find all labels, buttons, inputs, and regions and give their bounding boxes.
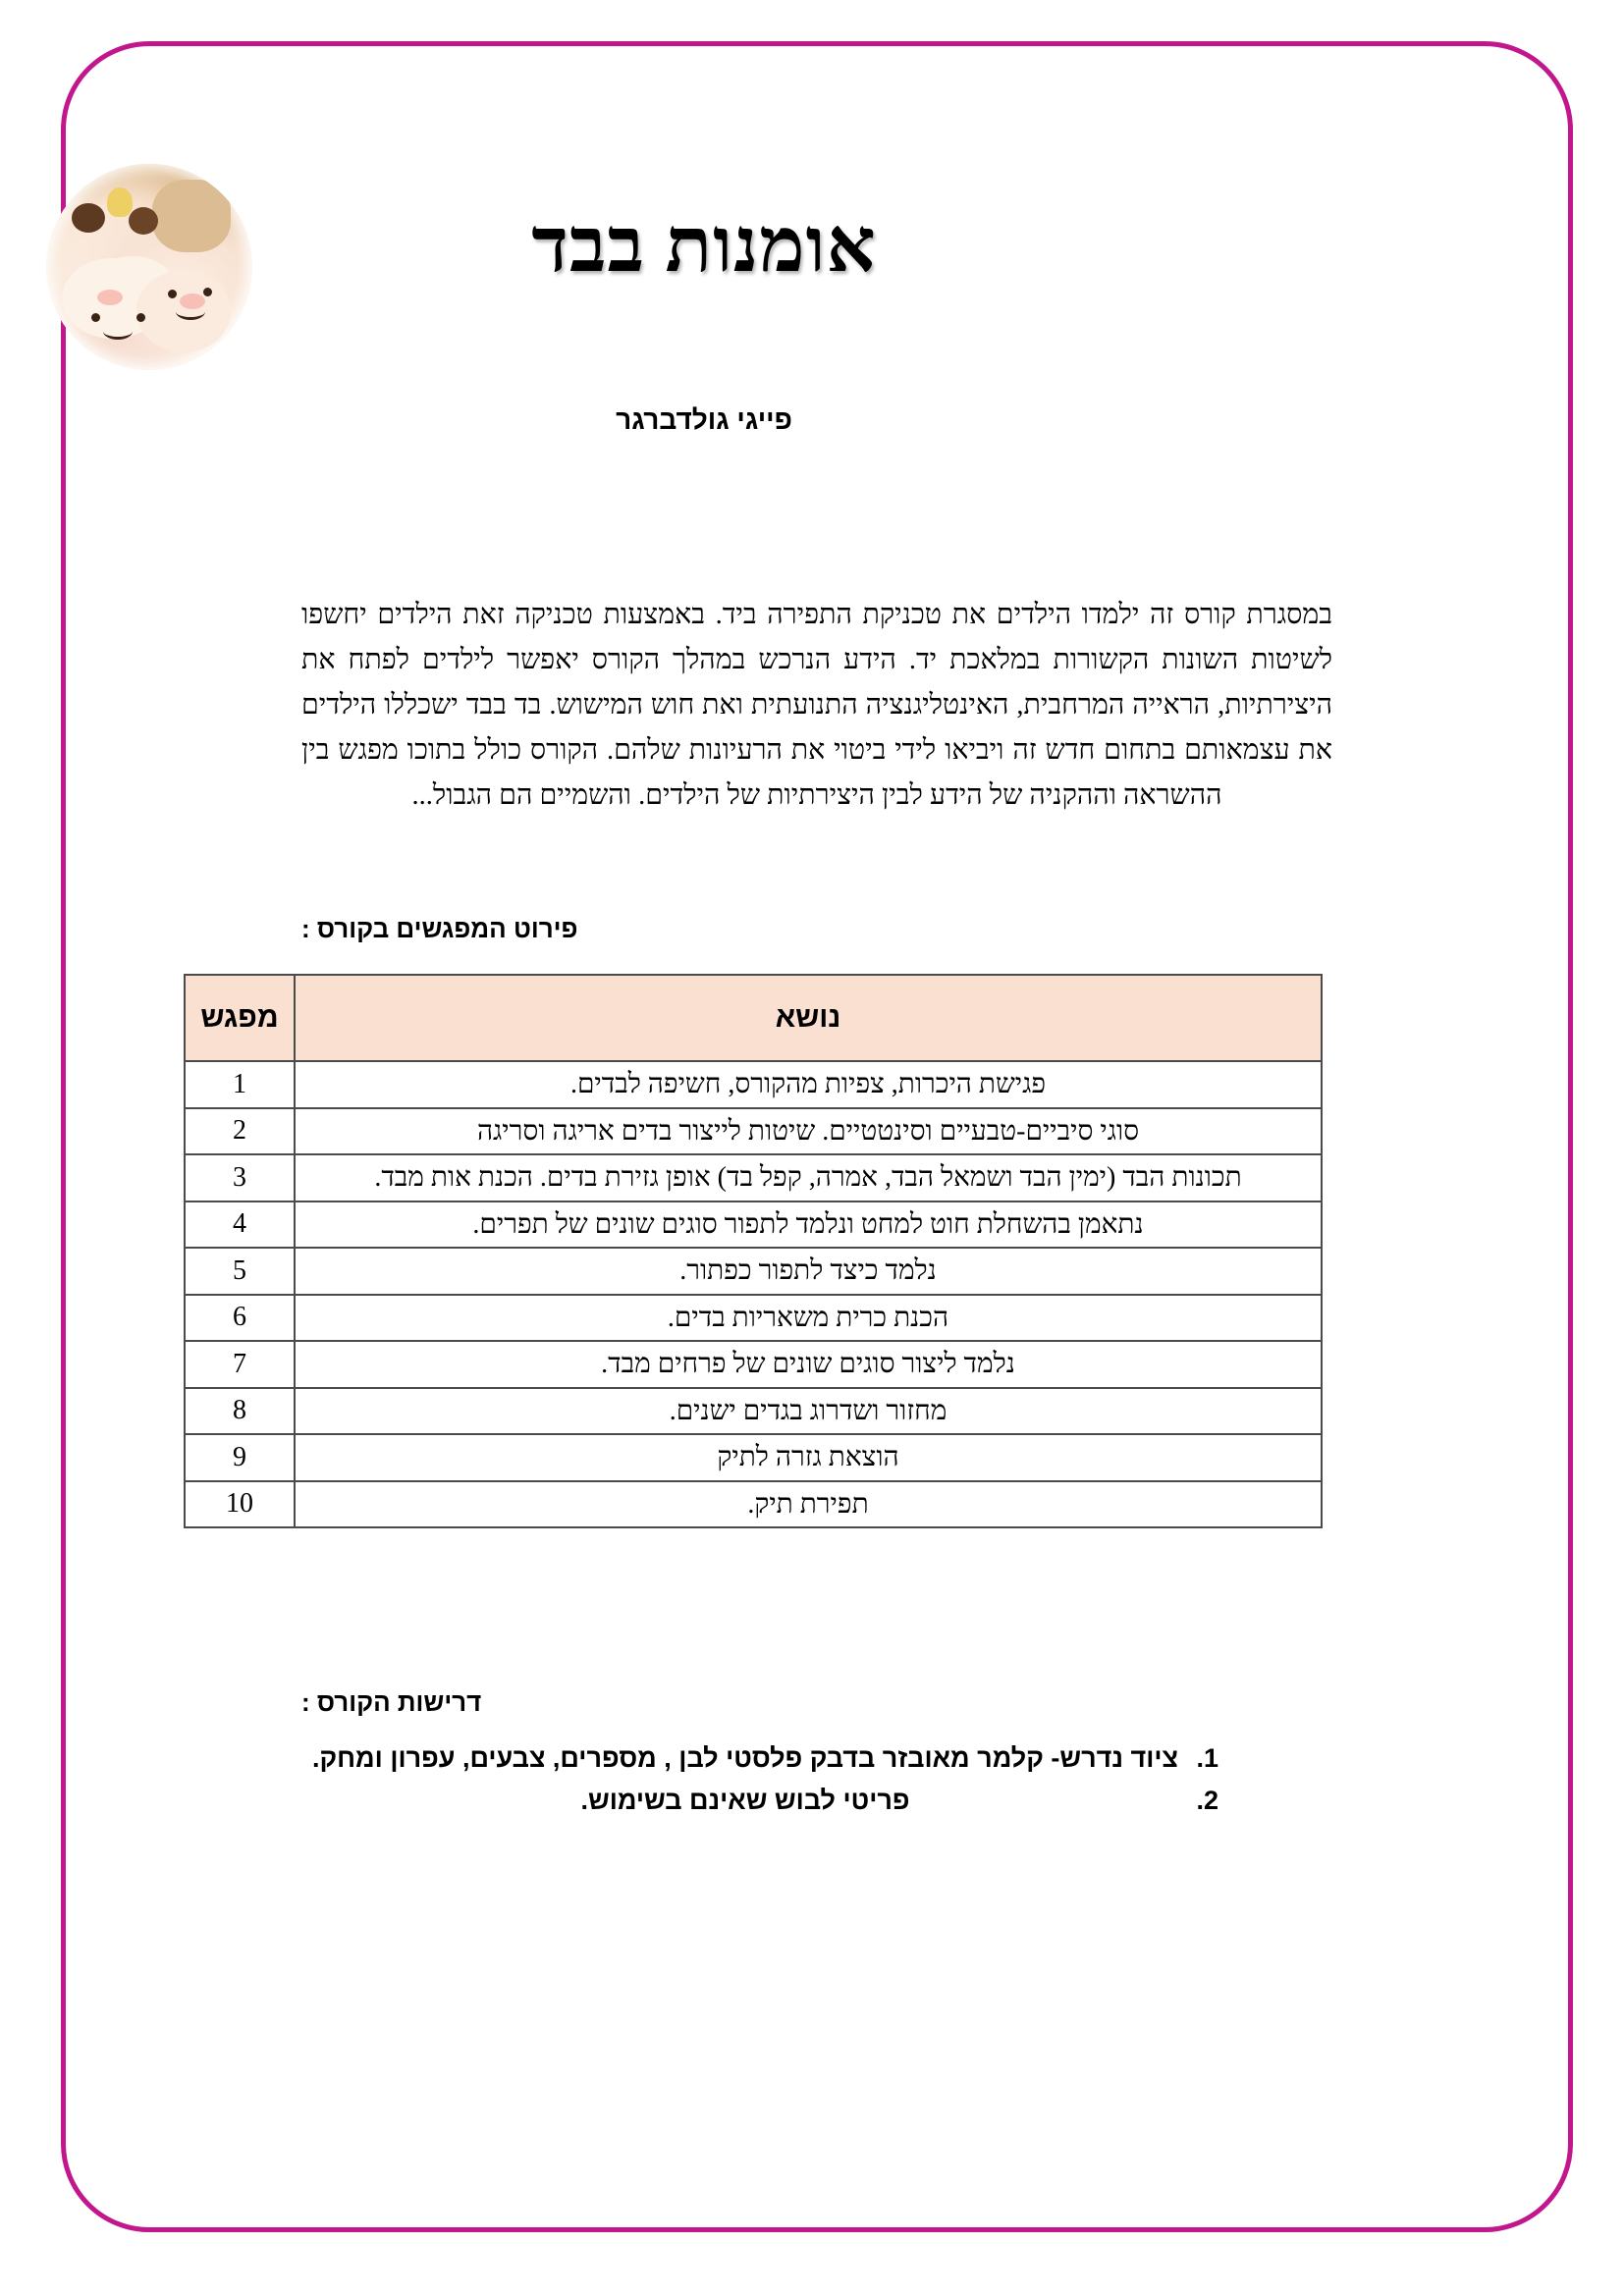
photo-smile-2: [176, 303, 205, 320]
photo-shape-brown-right: [129, 207, 158, 235]
photo-eye-2: [136, 313, 145, 322]
document-header: [66, 164, 1568, 449]
photo-eye-1: [91, 313, 100, 322]
photo-shape-yellow: [107, 187, 133, 217]
cell-topic: מחזור ושדרוג בגדים ישנים.: [295, 1388, 1322, 1435]
table-row: [185, 1108, 1322, 1155]
cell-number: 10: [185, 1481, 295, 1528]
requirements-list: [301, 1738, 1244, 1823]
column-header-number: מפגש: [185, 975, 295, 1061]
table-row: [185, 1481, 1322, 1528]
meetings-table-body: [185, 1061, 1322, 1527]
table-row: [185, 1154, 1322, 1201]
cell-number: 3: [185, 1154, 295, 1201]
cell-number: 4: [185, 1201, 295, 1249]
cloud-plush-toys-photo: [46, 164, 252, 370]
cell-number: 5: [185, 1248, 295, 1295]
cell-topic: פגישת היכרות, צפיות מהקורס, חשיפה לבדים.: [295, 1061, 1322, 1108]
cell-topic: נלמד ליצור סוגים שונים של פרחים מבד.: [295, 1341, 1322, 1388]
page-border-frame: [61, 41, 1573, 2232]
cell-number: 7: [185, 1341, 295, 1388]
page-title: אומנות בבד: [531, 202, 877, 288]
cell-number: 6: [185, 1295, 295, 1342]
table-row: [185, 1061, 1322, 1108]
photo-cheek-left: [97, 290, 123, 305]
table-row: [185, 1295, 1322, 1342]
cell-topic: נתאמן בהשחלת חוט למחט ונלמד לתפור סוגים שונים של תפרים.: [295, 1201, 1322, 1249]
list-item: 2. פריטי לבוש שאינם בשימוש.: [301, 1781, 1189, 1821]
table-row: [185, 1434, 1322, 1481]
column-header-topic: נושא: [295, 975, 1322, 1061]
cell-topic: הוצאת גזרה לתיק: [295, 1434, 1322, 1481]
meetings-table-head: [185, 975, 1322, 1061]
table-header-row: [185, 975, 1322, 1061]
requirements-section-heading: דרישות הקורס :: [301, 1687, 482, 1717]
intro-paragraph: במסגרת קורס זה ילמדו הילדים את טכניקת התפירה ביד. באמצעות טכניקה זאת הילדים יחשפו לשיטות השונות הקשורות במלאכת יד. הידע הנרכש במהלך הקורס יאפשר לילדים לפתח את היצירתיות, הראייה המרחבית, האינטליגנציה התנועתית ואת חוש המישוש. בד בבד ישכללו הילדים את עצמאותם בתחום חדש זה ויביאו לידי ביטוי את הרעיונות שלהם. הקורס כולל בתוכו מפגש בין ההשראה וההקניה של הידע לבין היצירתיות של הילדים. והשמיים הם הגבול...: [301, 599, 1332, 812]
cell-topic: תכונות הבד (ימין הבד ושמאל הבד, אמרה, קפל בד) אופן גזירת בדים. הכנת אות מבד.: [295, 1154, 1322, 1201]
table-row: [185, 1388, 1322, 1435]
photo-eye-4: [203, 288, 212, 296]
photo-shape-brown-left: [72, 203, 105, 233]
photo-smile-1: [103, 323, 133, 340]
cell-number: 9: [185, 1434, 295, 1481]
table-row: [185, 1201, 1322, 1249]
cell-number: 8: [185, 1388, 295, 1435]
table-row: [185, 1341, 1322, 1388]
cell-number: 1: [185, 1061, 295, 1108]
list-item: 1. ציוד נדרש- קלמר מאובזר בדבק פלסטי לבן , מספרים, צבעים, עפרון ומחק.: [301, 1738, 1189, 1779]
cell-topic: הכנת כרית משאריות בדים.: [295, 1295, 1322, 1342]
cell-topic: סוגי סיביים-טבעיים וסינטטיים. שיטות לייצור בדים אריגה וסריגה: [295, 1108, 1322, 1155]
cell-number: 2: [185, 1108, 295, 1155]
cell-topic: תפירת תיק.: [295, 1481, 1322, 1528]
table-row: [185, 1248, 1322, 1295]
meetings-section-heading: פירוט המפגשים בקורס :: [301, 914, 578, 943]
meetings-table: [184, 974, 1323, 1528]
author-name: פייגי גולדברגר: [616, 404, 792, 435]
cell-topic: נלמד כיצד לתפור כפתור.: [295, 1248, 1322, 1295]
photo-shape-tan: [152, 180, 231, 252]
photo-eye-3: [168, 290, 177, 298]
